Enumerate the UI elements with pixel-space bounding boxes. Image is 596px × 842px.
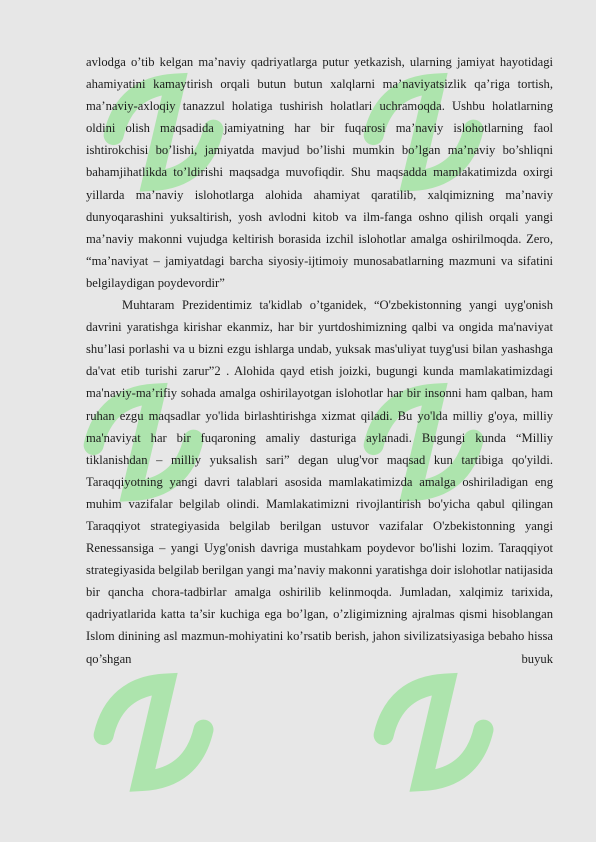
watermark-stroke — [94, 672, 213, 792]
paragraph-2: Muhtaram Prezidentimiz ta'kidlab o’tganidek, “O'zbekistonning yangi uyg'onish davrini yaratishga kirishar ekanmiz, har bir yurtdoshimizning qalbi va ongida ma'naviyat shu’lasi porlashi va u bizni ezgu ishlarga undab, yuksak mas'uliyat tuyg'usi bilan yashashga da'vat etib turishi zarur”2 . Alohida qayd etish joizki, bugungi kunda mamlakatimizdagi ma'naviy-ma’rifiy sohada amalga oshirilayotgan islohotlar har bir insonni ham qalban, ham ruhan ezgu maqsadlar yo'lida birlashtirishga xizmat qiladi. Bu yo'lda milliy g'oya, milliy ma'naviyat har bir fuqaroning amaliy dasturiga aylanadi. Bugungi kunda “Milliy tiklanishdan – milliy yuksalish sari” degan ulug'vor maqsad kun tartibiga qo'yildi. Taraqqiyotning yangi davri talablari asosida mamlakatimizda amalga oshiriladigan eng muhim vazifalar belgilab olindi. Mamlakatimizni rivojlantirish bo'yicha qabul qilingan Taraqqiyot strategiyasida belgilab berilgan ustuvor vazifalar O'zbekistonning yangi Renessansiga – yangi Uyg'onish davriga mustahkam poydevor bo'lishi lozim. Taraqqiyot strategiyasida belgilab berilgan yangi ma’naviy makonni yaratishga doir islohotlar natijasida bir qancha chora-tadbirlar amalga oshirilib kelinmoqda. Jumladan, xalqimiz tarixida, qadriyatlarida katta ta’sir kuchiga ega bo’lgan, o’zligimizning ajralmas qismi hisoblangan Islom dinining asl mazmun-mohiyatini ko’rsatib berish, jahon sivilizatsiyasiga bebaho hissa qo’shgan buyuk — [86, 298, 553, 666]
body-text — [86, 51, 553, 670]
watermark-mark — [370, 660, 510, 820]
watermark-mark — [90, 660, 230, 820]
paragraph-1: avlodga o’tib kelgan ma’naviy qadriyatlarga putur yetkazish, ularning jamiyat hayotidagi ahamiyatini kamaytirish orqali butun butun xalqlarni ma’naviyatsizlik qa’riga tortish, ma’naviy-axloqiy tanazzul holatiga tushirish holatlari uchramoqda. Ushbu holatlarning oldini olish maqsadida jamiyatning har bir fuqarosi ma’naviy islohotlarning faol ishtirokchisi bo’lishi, jamiyatda mavjud bo’lishi mumkin bo’lgan ma’naviy bo’shliqni bahamjihatlikda to’ldirishi maqsadga muvofiqdir. Shu maqsadda mamlakatimizda oxirgi yillarda ma’naviy islohotlarga alohida ahamiyat qaratilib, xalqimizning ma’naviy dunyoqarashini yuksaltirish, yosh avlodni kitob va ilm-fanga oshno qilish orqali yangi ma’naviy makonni vujudga keltirish borasida izchil islohotlar amalga oshirilmoqda. Zero, “ma’naviyat – jamiyatdagi barcha siyosiy-ijtimoiy munosabatlarning mazmuni va sifatini belgilaydigan poydevordir” — [86, 55, 553, 290]
watermark-stroke — [374, 672, 493, 792]
